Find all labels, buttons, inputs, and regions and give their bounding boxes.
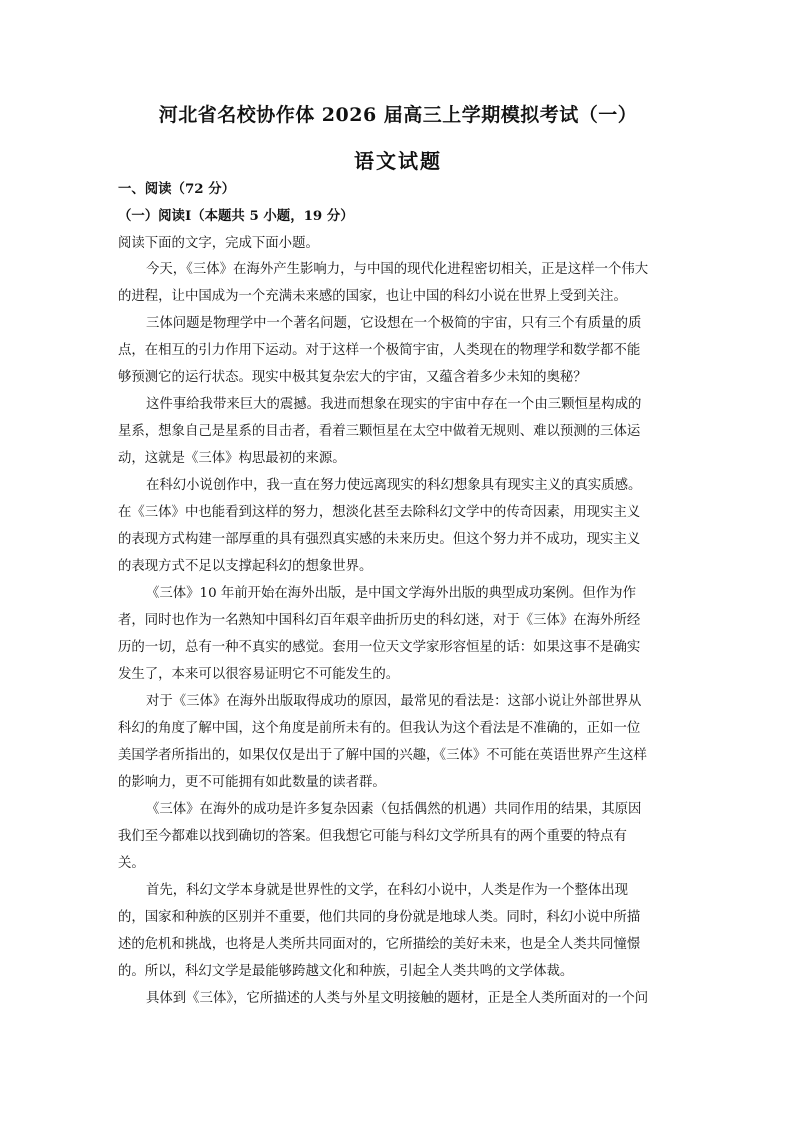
- passage-line: 《三体》10 年前开始在海外出版，是中国文学海外出版的典型成功案例。但作为作: [146, 586, 636, 601]
- passage-line: 够预测它的运行状态。现实中极其复杂宏大的宇宙，又蕴含着多少未知的奥秘？: [118, 370, 587, 385]
- subsection-heading: （一）阅读Ⅰ（本题共 5 小题，19 分）: [118, 208, 354, 224]
- passage-line: 的影响力，更不可能拥有如此数量的读者群。: [118, 775, 386, 790]
- passage-line: 的。所以，科幻文学是最能够跨越文化和种族，引起全人类共鸣的文学体裁。: [118, 964, 574, 979]
- passage-line: 的进程，让中国成为一个充满未来感的国家，也让中国的科幻小说在世界上受到关注。: [118, 289, 627, 304]
- passage-line: 者，同时也作为一名熟知中国科幻百年艰辛曲折历史的科幻迷，对于《三体》在海外所经: [118, 613, 641, 628]
- passage-line: 的，国家和种族的区别并不重要，他们共同的身份就是地球人类。同时，科幻小说中所描: [118, 910, 641, 925]
- passage-line: 发生了，本来可以很容易证明它不可能发生的。: [118, 667, 400, 682]
- passage-line: 三体问题是物理学中一个著名问题，它设想在一个极简的宇宙，只有三个有质量的质: [146, 316, 642, 331]
- passage-line: 对于《三体》在海外出版取得成功的原因，最常见的看法是：这部小说让外部世界从: [146, 694, 642, 709]
- passage-line: 美国学者所指出的，如果仅仅是出于了解中国的兴趣，《三体》不可能在英语世界产生这样: [118, 748, 647, 763]
- passage-line: 科幻的角度了解中国，这个角度是前所未有的。但我认为这个看法是不准确的，正如一位: [118, 721, 641, 736]
- passage-line: 动，这就是《三体》构思最初的来源。: [118, 451, 346, 466]
- passage-line: 这件事给我带来巨大的震撼。我进而想象在现实的宇宙中存在一个由三颗恒星构成的: [146, 397, 642, 412]
- section-heading: 一、阅读（72 分）: [118, 181, 236, 197]
- passage-line: 具体到《三体》，它所描述的人类与外星文明接触的题材，正是全人类所面对的一个问: [146, 991, 649, 1006]
- passage-line: 我们至今都难以找到确切的答案。但我想它可能与科幻文学所具有的两个重要的特点有: [118, 829, 627, 844]
- passage-line: 在科幻小说创作中，我一直在努力使远离现实的科幻想象具有现实主义的真实质感。: [146, 478, 642, 493]
- passage-line: 星系，想象自己是星系的目击者，看着三颗恒星在太空中做着无规则、难以预测的三体运: [118, 424, 641, 439]
- passage-line: 的表现方式构建一部厚重的具有强烈真实感的未来历史。但这个努力并不成功，现实主义: [118, 532, 641, 547]
- passage-line: 《三体》在海外的成功是许多复杂因素（包括偶然的机遇）共同作用的结果，其原因: [146, 802, 642, 817]
- exam-subject: 语文试题: [354, 149, 442, 173]
- passage-line: 在《三体》中也能看到这样的努力，想淡化甚至去除科幻文学中的传奇因素，用现实主义: [118, 505, 641, 520]
- passage-line: 首先，科幻文学本身就是世界性的文学，在科幻小说中，人类是作为一个整体出现: [146, 883, 629, 898]
- passage-line: 述的危机和挑战，也将是人类所共同面对的，它所描绘的美好未来，也是全人类共同憧憬: [118, 937, 641, 952]
- passage-line: 关。: [118, 856, 145, 871]
- instruction-text: 阅读下面的文字，完成下面小题。: [118, 236, 319, 251]
- passage-line: 历的一切，总有一种不真实的感觉。套用一位天文学家形容恒星的话：如果这事不是确实: [118, 640, 641, 655]
- passage-line: 的表现方式不足以支撑起科幻的想象世界。: [118, 559, 373, 574]
- passage-line: 今天，《三体》在海外产生影响力，与中国的现代化进程密切相关，正是这样一个伟大: [146, 262, 649, 277]
- passage-line: 点，在相互的引力作用下运动。对于这样一个极简宇宙，人类现在的物理学和数学都不能: [118, 343, 641, 358]
- exam-title: 河北省名校协作体 2026 届高三上学期模拟考试（一）: [158, 104, 638, 126]
